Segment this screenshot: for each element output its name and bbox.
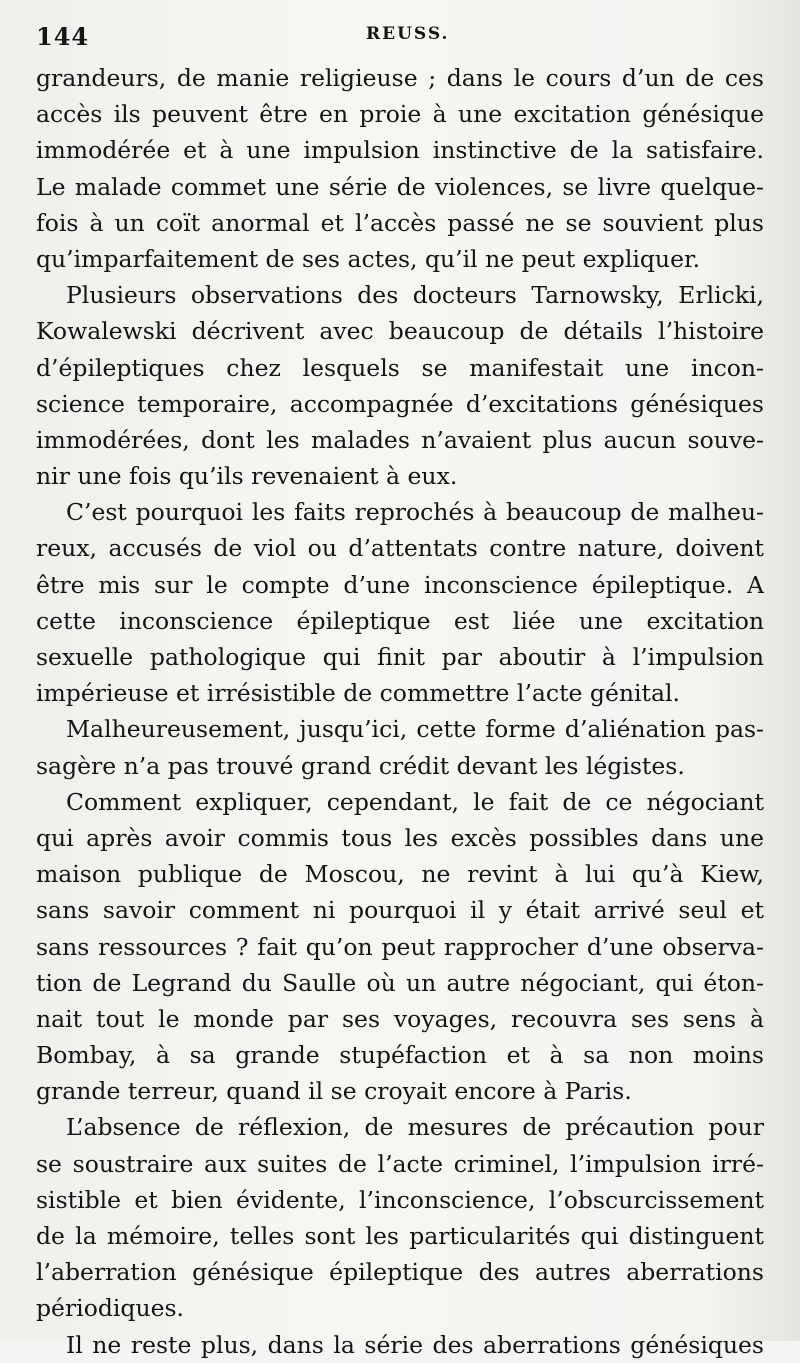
text-line: de la mémoire, telles sont les particularités qui distinguent — [36, 1222, 764, 1250]
text-line: impérieuse et irrésistible de commettre l’acte génital. — [36, 679, 680, 708]
text-line: sans ressources ? fait qu’on peut rapprocher d’une observa- — [36, 932, 764, 961]
page-header — [36, 18, 776, 52]
text-line: Il ne reste plus, dans la série des aberrations génésiques — [66, 1330, 764, 1359]
text-line: qui après avoir commis tous les excès possibles dans une — [36, 823, 764, 852]
text-body — [36, 60, 764, 1363]
text-line: périodiques. — [36, 1294, 185, 1323]
text-line: sistible et bien évidente, l’inconscience, l’obscurcissement — [36, 1185, 764, 1214]
text-line: cette inconscience épileptique est liée une excitation — [36, 606, 764, 635]
text-line: accès ils peuvent être en proie à une excitation génésique — [36, 100, 764, 129]
text-line: sans savoir comment ni pourquoi il y était arrivé seul et — [36, 896, 764, 925]
text-line: sexuelle pathologique qui finit par aboutir à l’impulsion — [36, 643, 764, 671]
text-line: Malheureusement, jusqu’ici, cette forme d’aliénation pas- — [66, 715, 764, 744]
text-line: Bombay, à sa grande stupéfaction et à sa non moins — [36, 1041, 764, 1070]
text-line: Plusieurs observations des docteurs Tarnowsky, Erlicki, — [66, 281, 764, 310]
page-number: 144 — [36, 22, 90, 51]
text-line: science temporaire, accompagnée d’excitations génésiques — [36, 389, 764, 418]
text-line: immodérée et à une impulsion instinctive de la satisfaire. — [36, 136, 764, 165]
text-line: maison publique de Moscou, ne revint à lui qu’à Kiew, — [36, 860, 764, 889]
text-line: Le malade commet une série de violences, se livre quelque- — [36, 172, 764, 201]
text-line: grandeurs, de manie religieuse ; dans le cours d’un de ces — [36, 64, 764, 92]
text-line: nait tout le monde par ses voyages, recouvra ses sens à — [36, 1004, 764, 1033]
text-line: nir une fois qu’ils revenaient à eux. — [36, 462, 458, 491]
running-head: REUSS. — [366, 24, 450, 44]
text-line: être mis sur le compte d’une inconscience épileptique. A — [36, 570, 764, 599]
text-line: qu’imparfaitement de ses actes, qu’il ne peut expliquer. — [36, 244, 701, 273]
text-line: d’épileptiques chez lesquels se manifestait une incon- — [36, 353, 764, 382]
text-line: fois à un coït anormal et l’accès passé ne se souvient plus — [36, 208, 764, 237]
text-line: C’est pourquoi les faits reprochés à beaucoup de malheu- — [66, 498, 764, 527]
text-line: se soustraire aux suites de l’acte criminel, l’impulsion irré- — [36, 1149, 764, 1178]
text-line: l’aberration génésique épileptique des autres aberrations — [36, 1258, 764, 1287]
text-line: immodérées, dont les malades n’avaient plus aucun souve- — [36, 425, 764, 454]
text-line: sagère n’a pas trouvé grand crédit devant les légistes. — [36, 751, 685, 780]
text-line: L’absence de réflexion, de mesures de précaution pour — [66, 1113, 764, 1142]
text-line: reux, accusés de viol ou d’attentats contre nature, doivent — [36, 534, 764, 563]
text-line: tion de Legrand du Saulle où un autre négociant, qui éton- — [36, 968, 764, 997]
text-line: grande terreur, quand il se croyait encore à Paris. — [36, 1077, 632, 1106]
text-line: Comment expliquer, cependant, le fait de ce négociant — [66, 787, 764, 816]
text-line: Kowalewski décrivent avec beaucoup de détails l’histoire — [36, 317, 764, 346]
